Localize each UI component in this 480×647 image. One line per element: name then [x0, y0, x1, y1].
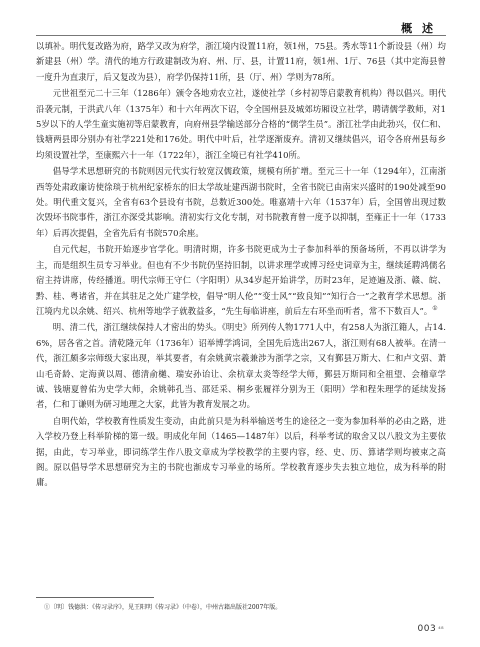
- paragraph-4: [36, 242, 446, 319]
- body-text: [36, 39, 446, 492]
- running-head-title: 概 述: [401, 22, 436, 35]
- footnote-rule: [36, 597, 154, 598]
- paragraph-1: 以填补。明代复改路为府，路学又改为府学，浙江境内设置11府，领1州，75县。秀水等11个新设县（州）均新建县（州）学。清代的地方行政建制改为府、州、厅、县，计置11府，领1州、1厅、76县（其中定海县曾一度升为直隶厅，后又复改为县），府学仍保持11所，县（厅、州）学则为78所。: [36, 41, 446, 82]
- page-number-mark: ⁴⁸: [438, 626, 444, 633]
- paragraph-6: 自明代始，学校教育性质发生变动，由此前只是为科举输送考生的途径之一变为参加科举的必由之路，进入学校乃登上科举阶梯的第一级。明成化年间（1465—1487年）以后，科举考试的取舍又以八股文为主要依据，由此，专习举业，即词练学生作八股文章成为学校教学的主要内容，经、史、历、算诸学则均被束之高阁。原以倡导学术思想研究为主的书院也渐成专习举业的场所。学校教育逐步失去独立地位，成为科举的附庸。: [36, 415, 446, 488]
- footnote-marker: ①: [432, 305, 438, 313]
- header-rule: [36, 35, 446, 36]
- page-number: [418, 624, 445, 634]
- paragraph-2: 元世祖至元二十三年（1286年）颁令各地劝农立社，遂使社学（乡村初等启蒙教育机构）得以倡兴。明代沿袭元制，于洪武八年（1375年）和十六年两次下诏，令全国州县及城郊坊厢设立社学，聘请儒学教师，对15岁以下的人学生童实施初等启蒙教育，向府州县学输送部分合格的“儒学生员”。浙江社学由此勃兴，仅仁和、钱塘两县即分别办有社学221处和176处。明代中叶后，社学逐渐废弃。清初又继续倡兴，诏令各府州县每乡均须设置社学，至康熙六十一年（1722年），浙江全境已有社学410所。: [36, 88, 447, 160]
- page-number-value: 003: [417, 624, 437, 634]
- footnote-text: ①〔明〕钱德洪：《传习录序》，见王阳明《传习录》（中卷），中州古籍出版社2007年版。: [44, 604, 282, 611]
- paragraph-3: 倡导学术思想研究的书院则因元代实行较宽汉儒政策，规模有所扩增。至元三十一年（1294年），江南浙西等处肃政廉访使徐琰于杭州纪家桥东的旧太学故址建西湖书院时，全省书院已由南宋兴盛时的190处减至90处。明代重文复兴，全省有63个县设有书院，总数近300处。唯嘉靖十六年（1537年）后，全国曾出现过数次毁坏书院事件，浙江亦深受其影响。清初实行文化专制，对书院教育曾一度予以抑制，至雍正十一年（1733年）后再次提倡，全省先后有书院570余座。: [36, 166, 446, 238]
- paragraph-4-text: 自元代起，书院开始逐步官学化。明清时期，许多书院更成为士子参加科举的预备场所，不再以讲学为主，而是组织生员专习举业。但也有不少书院仍坚持旧制，以讲求理学或博习经史词章为主，继续延聘鸿儒名宿主持讲席，传经播道。明代宗师王守仁（字阳明）从34岁起开始讲学，历时23年，足迹遍及浙、赣、皖、黔、桂、粤诸省，并在其驻足之处广建学校，倡导“明人伦”“变士风”“致良知”“知行合一”之教育学术思想。浙江境内尤以余姚、绍兴、杭州等地学子就教益多，“先生每临讲座，前后左右环坐而听者，常不下数百人”。: [36, 244, 446, 316]
- paragraph-5: 明、清二代，浙江继续保持人才密出的势头。《明史》所列传人物1771人中，有258人为浙江籍人，占14.6%，居各省之首。清乾隆元年（1736年）诏举博学鸿词，全国先后选出267人，浙江则有68人被举。在清一代，浙江颇多宗师级大家出现，举其要者，有余姚黄宗羲兼涉为浙学之宗，又有鄞县万斯大、仁和卢文弨、萧山毛奇龄、定海黄以周、德清俞樾、瑞安孙诒让、余杭章太炎等经学大师，鄞县万斯同和全祖望、会稽章学诚、钱塘夏曾佑为史学大师，余姚韩孔当、邵廷采、桐乡张履祥分别为王（阳明）学和程朱理学的延续发扬者，仁和丁谦则为研习地理之大家，此皆为教育发展之功。: [36, 322, 446, 410]
